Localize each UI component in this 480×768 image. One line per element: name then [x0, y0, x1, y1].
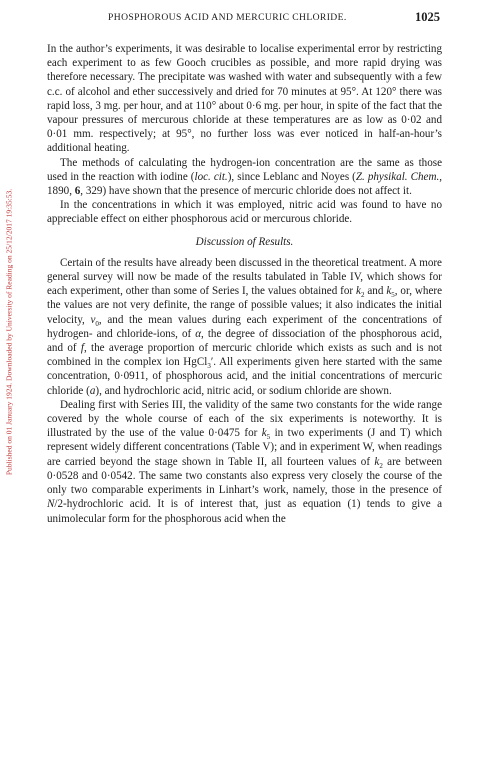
symbol-k: k	[374, 455, 380, 468]
citation-loc-cit: loc. cit.	[194, 170, 228, 183]
symbol-k: k	[356, 285, 361, 298]
text-run: , 329) have shown that the presence of mercuric chloride does not affect it.	[80, 185, 412, 198]
symbol-k: k	[386, 285, 392, 298]
subscript: 3	[207, 362, 211, 371]
text-run: ), since Leblanc and Noyes (	[227, 170, 356, 183]
paragraph-results-survey	[47, 256, 442, 398]
text-run: , 1890,	[47, 170, 443, 198]
text-run: in two experiments (J and T) which represent widely different concentrations (Table V); and in experiment W, when readings are carried beyond the stage shown in Table II, all fourteen values of	[47, 427, 442, 468]
symbol-n: N	[47, 498, 55, 511]
download-watermark-text: Published on 01 January 1924. Downloaded by University of Reading on 25/12/2017 19:35:53.	[4, 188, 14, 476]
text-run: Certain of the results have already been discussed in the theoretical treatment. A more general survey will now be made of the results tabulated in Table IV, which shows for each experiment, other than some of Series I, the values obtained for	[47, 256, 442, 298]
text-run: Dealing first with Series III, the validity of the same two constants for the wide range covered by the whole course of each of the six experiments is noteworthy. It is illustrated by the use of the value 0·0475 for	[47, 398, 442, 440]
text-run: are between 0·0528 and 0·0542. The same two constants also express very closely the course of the only two comparable experiments in Linhart’s work, namely, those in the presence of	[47, 455, 442, 497]
text-run: ), and hydrochloric acid, nitric acid, or sodium chloride are shown.	[95, 384, 392, 397]
text-run: /2-hydrochloric acid. It is of interest that, just as equation (1) tends to give a unimolecular form for the phosphorous acid when the	[47, 498, 442, 525]
text-run: , the degree of dissociation of the phosphorous acid, and of	[47, 327, 442, 355]
symbol-a: a	[89, 384, 96, 397]
symbol-f: f	[80, 342, 84, 355]
subscript: 0	[95, 319, 99, 328]
subscript: 5	[266, 433, 271, 442]
symbol-v: v	[90, 313, 96, 326]
text-run: , and the mean values during each experiment of the concentrations of hydrogen- and chloride-ions, of	[47, 313, 442, 340]
page-number: 1025	[415, 10, 440, 24]
citation-journal: Z. physikal. Chem.	[355, 170, 440, 183]
text-run: , or, where the values are not very definite, the range of possible values; it also indicates the initial velocity,	[47, 285, 443, 326]
text-run: ′. All experiments given here started with the same concentration, 0·0911, of phosphorous acid, and the initial concentrations of mercuric chloride (	[47, 356, 442, 397]
subscript: 5	[391, 291, 395, 300]
text-run: The methods of calculating the hydrogen-ion concentration are the same as those used in the reaction with iodine (	[47, 156, 442, 183]
running-title: PHOSPHOROUS ACID AND MERCURIC CHLORIDE.	[108, 12, 347, 23]
paragraph-nitric-acid: In the concentrations in which it was employed, nitric acid was found to have no appreciable effect on either phosphorous acid or mercurous chloride.	[47, 199, 442, 226]
article-body	[47, 42, 442, 526]
subscript: 2	[360, 291, 365, 300]
paragraph-series-three	[47, 398, 442, 526]
paragraph-drying-procedure: In the author’s experiments, it was desirable to localise experimental error by restricting each experiment to as few Gooch crucibles as possible, and more rapid drying was therefore necessary. The precipitate was washed with water and subsequently with a few c.c. of alcohol and ether successively and dried for 70 minutes at 95°. At 120° there was rapid loss, 3 mg. per hour, and at 110° about 0·6 mg. per hour, in spite of the fact that the vapour pressures of mercurous chloride at these temperatures are as low as 0·02 and 0·01 mm. respectively; at 95°, no further loss was ever noticed in half-an-hour’s additional heating.	[47, 43, 442, 155]
download-watermark	[2, 52, 16, 612]
text-run: , the average proportion of mercuric chloride which exists as such and is not combined in the complex ion HgCl	[47, 342, 442, 369]
paragraph-hydrogen-ion-methods	[47, 156, 442, 199]
running-head	[48, 12, 440, 28]
text-run: and	[364, 285, 387, 298]
citation-volume: 6	[74, 185, 81, 198]
section-heading: Discussion of Results.	[195, 235, 294, 248]
subscript: 2	[379, 461, 383, 470]
symbol-alpha: α	[195, 327, 202, 340]
symbol-k: k	[261, 427, 267, 440]
